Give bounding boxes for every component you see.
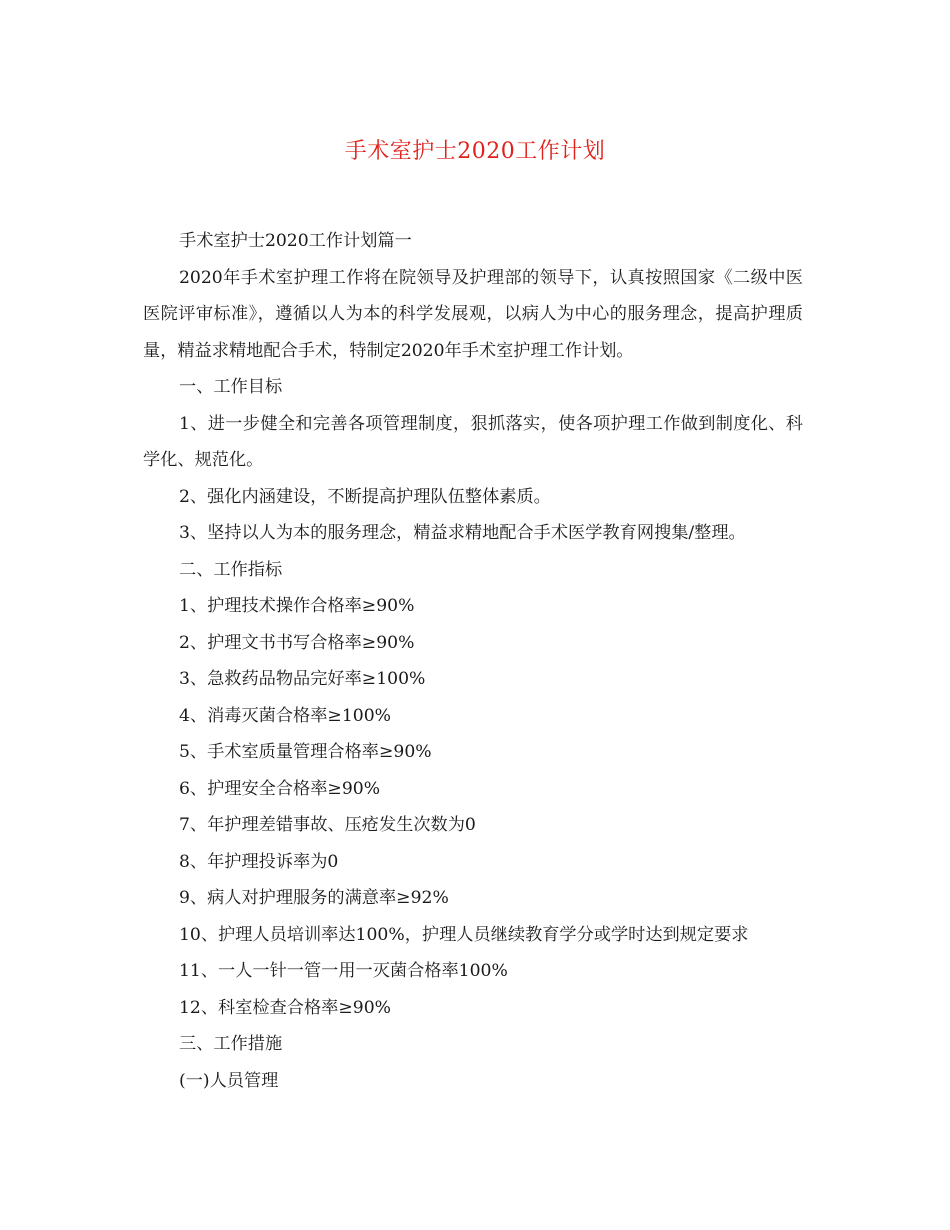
section-heading: 二、工作指标 — [179, 559, 283, 580]
list-item: 2、强化内涵建设，不断提高护理队伍整体素质。 — [179, 486, 551, 507]
document-body — [143, 223, 803, 1099]
intro-paragraph: 2020年手术室护理工作将在院领导及护理部的领导下，认真按照国家《二级中医医院评审标准》，遵循以人为本的科学发展观，以病人为中心的服务理念，提高护理质量，精益求精地配合手术，特制定2020年手术室护理工作计划。 — [143, 267, 803, 361]
list-item: 8、年护理投诉率为0 — [179, 851, 339, 872]
section-heading: 手术室护士2020工作计划篇一 — [179, 231, 412, 251]
list-item: 12、科室检查合格率≥90% — [179, 997, 391, 1018]
list-item: 9、病人对护理服务的满意率≥92% — [179, 888, 449, 908]
section-heading: 三、工作措施 — [179, 1034, 283, 1054]
section-heading: 一、工作目标 — [179, 377, 283, 397]
list-item: 3、急救药品物品完好率≥100% — [179, 669, 426, 689]
subsection-heading: (一)人员管理 — [179, 1070, 279, 1091]
list-item: 2、护理文书书写合格率≥90% — [179, 632, 415, 653]
list-item: 1、进一步健全和完善各项管理制度，狠抓落实，使各项护理工作做到制度化、科学化、规范化。 — [143, 413, 803, 470]
list-item: 4、消毒灭菌合格率≥100% — [179, 705, 391, 726]
list-item: 11、一人一针一管一用一灭菌合格率100% — [179, 961, 508, 981]
list-item: 7、年护理差错事故、压疮发生次数为0 — [179, 815, 476, 835]
list-item: 5、手术室质量管理合格率≥90% — [179, 742, 432, 762]
list-item: 6、护理安全合格率≥90% — [179, 778, 381, 799]
document-title: 手术室护士2020工作计划 — [344, 139, 606, 164]
list-item: 1、护理技术操作合格率≥90% — [179, 596, 415, 616]
list-item: 3、坚持以人为本的服务理念，精益求精地配合手术医学教育网搜集/整理。 — [179, 523, 746, 543]
list-item: 10、护理人员培训率达100%，护理人员继续教育学分或学时达到规定要求 — [179, 924, 749, 945]
